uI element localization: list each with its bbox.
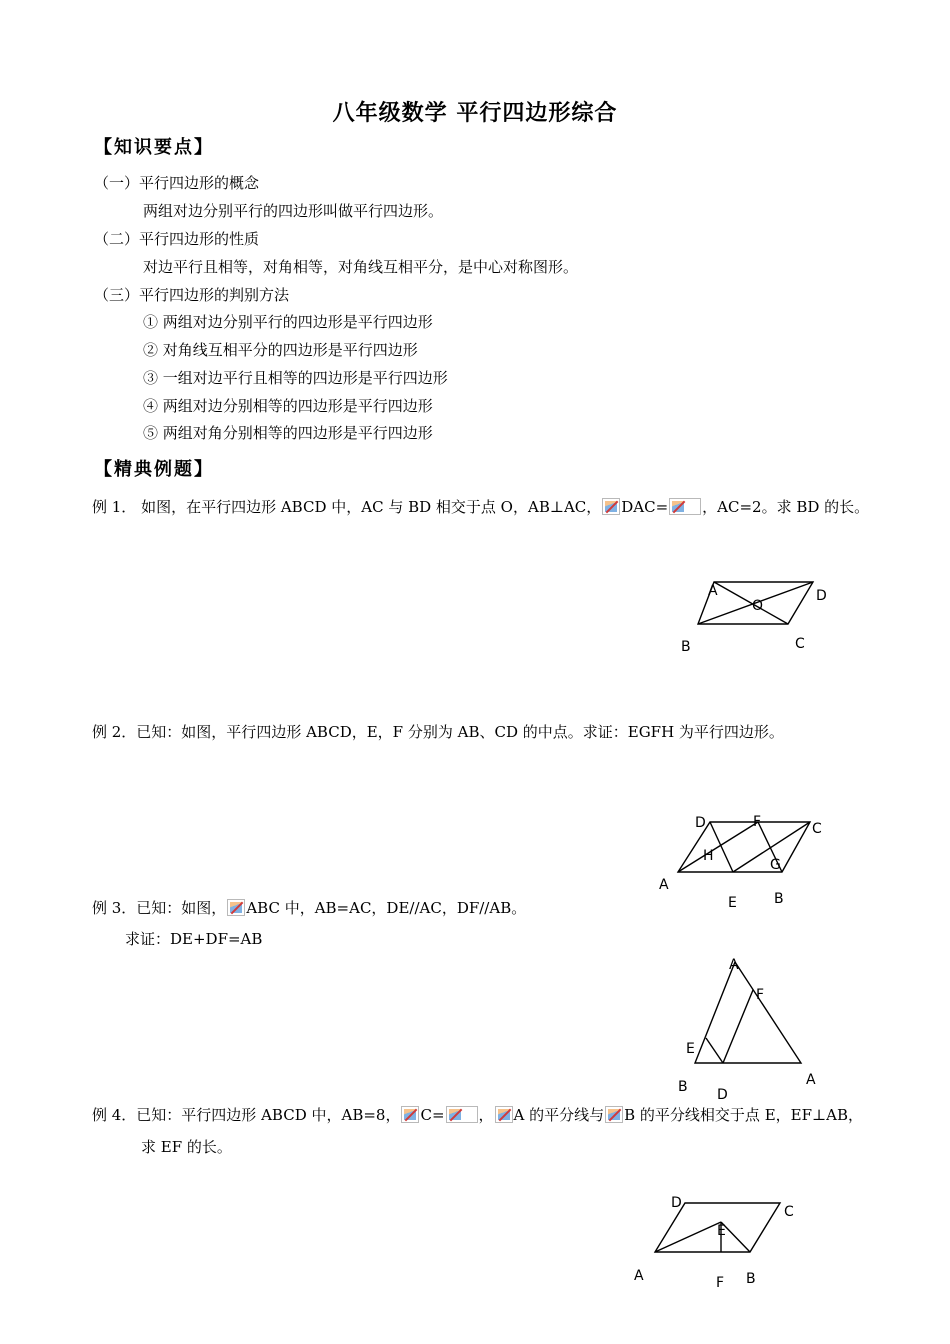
label-b: B xyxy=(774,891,784,907)
label-a-right: A xyxy=(806,1072,816,1088)
figure-4-parallelogram xyxy=(625,1188,815,1293)
example-3-proof: 求证：DE+DF=AB xyxy=(125,930,263,948)
example-1-text xyxy=(92,497,869,517)
example-3-part2: ABC 中，AB=AC，DE//AC，DF//AB。 xyxy=(246,899,527,917)
broken-image-icon xyxy=(669,498,701,515)
property-text: 对边平行且相等，对角相等，对角线互相平分，是中心对称图形。 xyxy=(143,258,579,276)
label-o: O xyxy=(752,598,764,614)
label-a-top: A xyxy=(729,957,739,973)
criterion-2: ② 对角线互相平分的四边形是平行四边形 xyxy=(143,341,418,359)
figure-3-triangle xyxy=(670,950,830,1105)
property-title: （二）平行四边形的性质 xyxy=(94,230,260,248)
example-4-part5: B 的平分线相交于点 E，EF⊥AB， xyxy=(624,1106,863,1124)
example-4-text xyxy=(92,1105,863,1125)
label-d: D xyxy=(816,588,827,604)
page-title: 八年级数学 平行四边形综合 xyxy=(332,101,618,126)
label-d: D xyxy=(695,815,706,831)
criterion-5: ⑤ 两组对角分别相等的四边形是平行四边形 xyxy=(143,424,433,442)
example-4-part4: A 的平分线与 xyxy=(513,1106,605,1124)
broken-image-icon xyxy=(495,1106,513,1123)
label-c: C xyxy=(795,636,805,652)
example-1-part1: 例 1． 如图，在平行四边形 ABCD 中，AC 与 BD 相交于点 O，AB⊥AC， xyxy=(92,498,602,516)
example-3-text xyxy=(92,898,526,918)
label-d: D xyxy=(717,1087,728,1103)
label-a: A xyxy=(659,877,669,893)
label-b: B xyxy=(746,1271,756,1287)
label-a: A xyxy=(634,1268,644,1284)
example-1-part2: DAC= xyxy=(621,498,669,516)
label-h: H xyxy=(703,848,714,864)
section-heading-knowledge: 【知识要点】 xyxy=(94,137,214,158)
broken-image-icon xyxy=(605,1106,623,1123)
figure-2-parallelogram xyxy=(650,810,840,915)
label-b: B xyxy=(681,639,691,655)
example-1-part3: ，AC=2。求 BD 的长。 xyxy=(702,498,870,516)
criterion-3: ③ 一组对边平行且相等的四边形是平行四边形 xyxy=(143,369,448,387)
broken-image-icon xyxy=(401,1106,419,1123)
example-4-part1: 例 4．已知：平行四边形 ABCD 中，AB=8， xyxy=(92,1106,401,1124)
broken-image-icon xyxy=(446,1106,478,1123)
label-a: A xyxy=(708,583,718,599)
label-b: B xyxy=(678,1079,688,1095)
criterion-1: ① 两组对边分别平行的四边形是平行四边形 xyxy=(143,313,433,331)
label-g: G xyxy=(770,857,781,873)
broken-image-icon xyxy=(602,498,620,515)
label-e: E xyxy=(728,895,737,911)
label-c: C xyxy=(784,1204,794,1220)
example-2-text: 例 2．已知：如图，平行四边形 ABCD，E，F 分别为 AB、CD 的中点。求证：EGFH 为平行四边形。 xyxy=(92,723,784,741)
example-3-part1: 例 3．已知：如图， xyxy=(92,899,227,917)
label-d: D xyxy=(671,1195,682,1211)
example-4-part2: C= xyxy=(420,1106,445,1124)
label-f: F xyxy=(716,1275,725,1291)
figure-1-parallelogram xyxy=(670,570,850,660)
label-f: F xyxy=(753,814,762,830)
criteria-title: （三）平行四边形的判别方法 xyxy=(94,286,290,304)
section-heading-examples: 【精典例题】 xyxy=(94,459,214,480)
label-e: E xyxy=(717,1223,726,1239)
example-4-part3: ， xyxy=(478,1106,494,1124)
label-c: C xyxy=(812,821,822,837)
concept-title: （一）平行四边形的概念 xyxy=(94,174,260,192)
criterion-4: ④ 两组对边分别相等的四边形是平行四边形 xyxy=(143,397,433,415)
broken-image-icon xyxy=(227,899,245,916)
label-f: F xyxy=(756,987,765,1003)
concept-text: 两组对边分别平行的四边形叫做平行四边形。 xyxy=(143,202,444,220)
label-e: E xyxy=(686,1041,695,1057)
example-4-question: 求 EF 的长。 xyxy=(141,1138,232,1156)
